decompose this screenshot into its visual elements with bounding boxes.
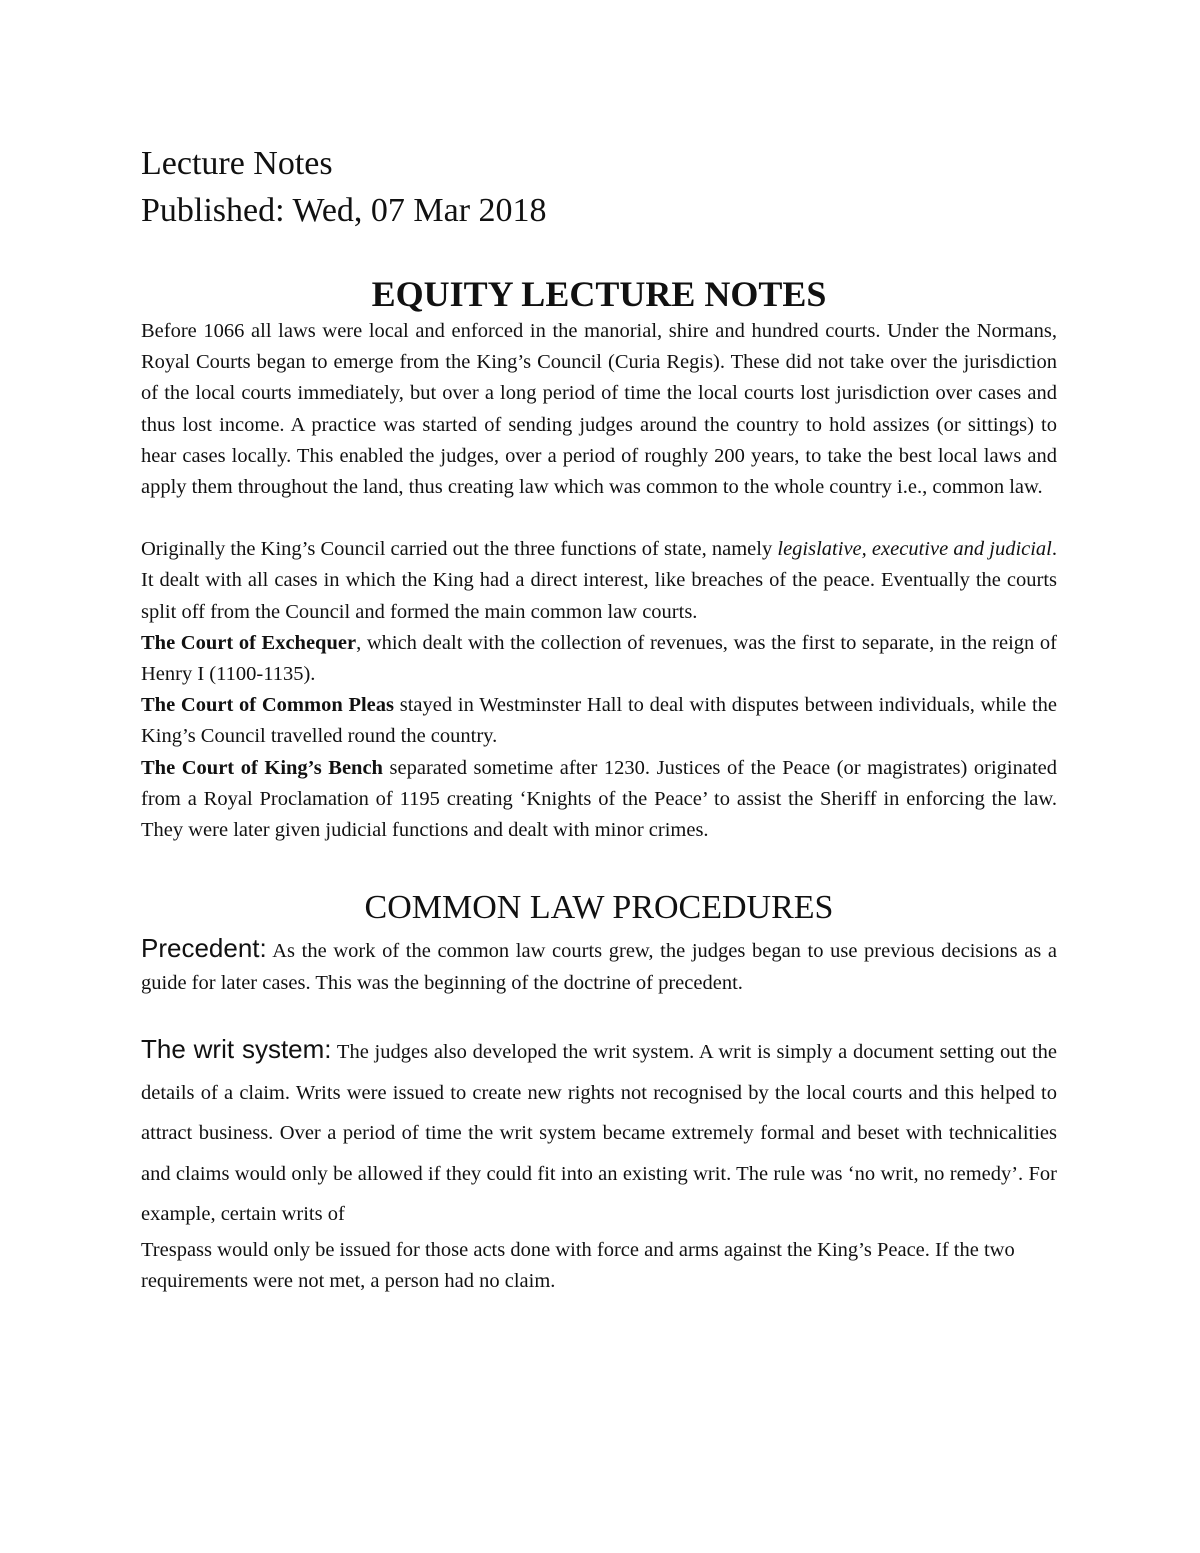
document-title: Lecture Notes bbox=[141, 145, 333, 182]
court-description: , which dealt with the collection of revenues, was the first to separate, in the reign of Henry I (1100-1135). bbox=[141, 631, 1057, 686]
published-date: Published: Wed, 07 Mar 2018 bbox=[141, 192, 547, 229]
court-description: stayed in Westminster Hall to deal with disputes between individuals, while the King’s Council travelled round the country. bbox=[141, 694, 1057, 748]
precedent-text: As the work of the common law courts grew, the judges began to use previous decisions as a guide for later cases. This was the beginning of the doctrine of precedent. bbox=[141, 940, 1057, 995]
court-name: The Court of Exchequer bbox=[141, 631, 357, 654]
main-heading: EQUITY LECTURE NOTES bbox=[371, 274, 827, 314]
council-text-end: . It dealt with all cases in which the King had a direct interest, like breaches of the peace. Eventually the courts split off from the Council and formed the main common law courts. bbox=[141, 538, 1058, 623]
council-paragraph bbox=[141, 534, 1057, 628]
court-common-pleas-paragraph bbox=[141, 690, 1057, 752]
court-description: separated sometime after 1230. Justices of the Peace (or magistrates) originated from a Royal Proclamation of 1195 creating ‘Knights of the Peace’ to assist the Sheriff in enforcing the law. They were later given judicial functions and dealt with minor crimes. bbox=[141, 756, 1058, 842]
court-exchequer-paragraph bbox=[141, 628, 1057, 690]
intro-paragraph: Before 1066 all laws were local and enforced in the manorial, shire and hundred courts. Under the Normans, Royal Courts began to emerge from the King’s Council (Curia Regis). These did not take over the jurisdiction of the local courts immediately, but over a long period of time the local courts lost jurisdiction over cases and thus lost income. A practice was started of sending judges around the country to hold assizes (or sittings) to hear cases locally. This enabled the judges, over a period of roughly 200 years, to take the best local laws and apply them throughout the land, thus creating law which was common to the whole country i.e., common law. bbox=[141, 320, 1057, 499]
writ-system-paragraph bbox=[141, 1029, 1057, 1235]
document-page bbox=[141, 140, 1057, 1297]
precedent-lead: Precedent: bbox=[141, 933, 267, 964]
council-functions-emphasis: legislative, executive and judicial bbox=[777, 538, 1052, 561]
court-name: The Court of King’s Bench bbox=[141, 756, 383, 779]
writ-system-continuation: Trespass would only be issued for those acts done with force and arms against the King’s Peace. If the two requirements were not met, a person had no claim. bbox=[141, 1238, 1015, 1292]
writ-system-lead: The writ system: bbox=[141, 1034, 332, 1065]
court-name: The Court of Common Pleas bbox=[141, 694, 395, 717]
precedent-paragraph bbox=[141, 932, 1057, 999]
writ-system-text: The judges also developed the writ system. A writ is simply a document setting out the details of a claim. Writs were issued to create new rights not recognised by the local courts and this helped to attract business. Over a period of time the writ system became extremely formal and beset with technicalities and claims would only be allowed if they could fit into an existing writ. The rule was ‘no writ, no remedy’. For example, certain writs of bbox=[141, 1041, 1058, 1226]
court-kings-bench-paragraph bbox=[141, 753, 1057, 847]
section-heading: COMMON LAW PROCEDURES bbox=[364, 889, 834, 927]
council-text-start: Originally the King’s Council carried out the three functions of state, namely bbox=[141, 538, 778, 561]
